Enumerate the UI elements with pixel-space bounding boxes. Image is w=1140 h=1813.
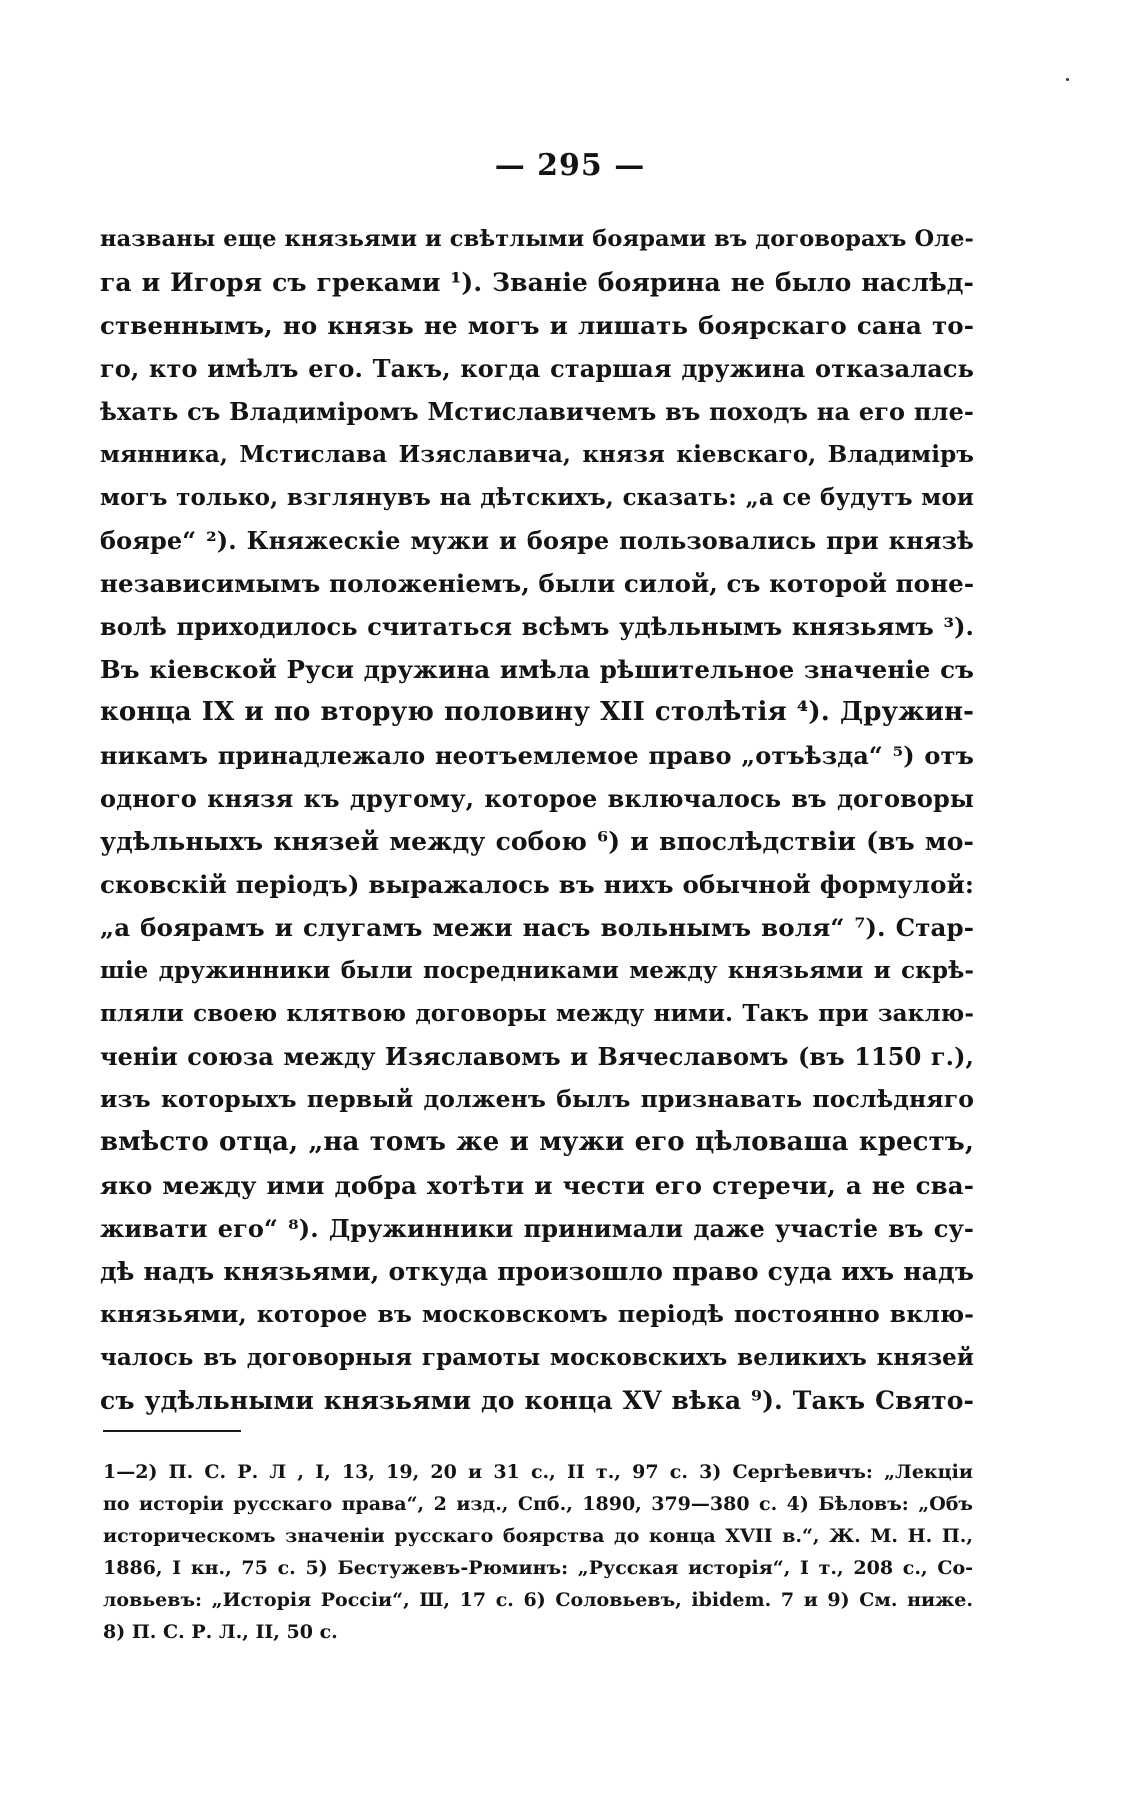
body-line: шіе дружинники были посредниками между князьями и скрѣ- [100,957,974,984]
body-line: независимымъ положеніемъ, были силой, съ которой поне- [100,569,975,598]
body-line: никамъ принадлежало неотъемлемое право „отъѣзда“ ⁵) отъ [100,741,974,770]
body-line: одного князя къ другому, которое включалось въ договоры [100,784,974,813]
body-line: могъ только, взглянувъ на дѣтскихъ, сказать: „а се будутъ мои [100,484,974,511]
body-line: удѣльныхъ князей между собою ⁶) и впослѣдствіи (въ мо- [100,827,974,856]
body-text [100,218,974,1422]
body-line: волѣ приходилось считаться всѣмъ удѣльнымъ князьямъ ³). [100,612,974,641]
body-line: живати его“ ⁸). Дружинники принимали даже участіе въ су- [100,1214,974,1243]
page-number: — 295 — [494,148,646,183]
body-line: га и Игоря съ греками ¹). Званіе боярина не было наслѣд- [100,268,974,297]
printing-speck [1066,78,1069,81]
footnote-line: историческомъ значеніи русскаго боярства до конца XVII в.“, Ж. М. Н. П., [103,1525,973,1547]
body-line: ченіи союза между Изяславомъ и Вячеславомъ (въ 1150 г.), [100,1042,974,1071]
body-line: съ удѣльными князьями до конца XV вѣка ⁹). Такъ Свято- [100,1386,974,1415]
body-line: мянника, Мстислава Изяславича, князя кіевскаго, Владиміръ [100,441,974,468]
body-line: князьями, которое въ московскомъ періодѣ постоянно вклю- [100,1300,974,1328]
body-line: Въ кіевской Руси дружина имѣла рѣшительное значеніе съ [100,655,974,684]
body-line: конца IX и по вторую половину XII столѣтія ⁴). Дружин- [100,697,974,727]
footnote-divider [103,1430,241,1432]
body-line: бояре“ ²). Княжескіе мужи и бояре пользовались при князѣ [100,526,974,555]
body-line: дѣ надъ князьями, откуда произошло право суда ихъ надъ [100,1257,974,1286]
footnote-line: по исторіи русскаго права“, 2 изд., Спб., 1890, 379—380 с. 4) Бѣловъ: „Объ [103,1493,973,1515]
body-line: вмѣсто отца, „на томъ же и мужи его цѣловаша крестъ, [100,1127,974,1157]
footnote-line: 1—2) П. С. Р. Л , I, 13, 19, 20 и 31 с., II т., 97 с. 3) Сергѣевичъ: „Лекціи [103,1461,973,1483]
body-line: ственнымъ, но князь не могъ и лишать боярскаго сана то- [100,311,974,340]
body-line: изъ которыхъ первый долженъ былъ признавать послѣдняго [100,1085,974,1113]
body-line: „а боярамъ и слугамъ межи насъ вольнымъ воля“ ⁷). Стар- [100,913,974,942]
body-line: го, кто имѣлъ его. Такъ, когда старшая дружина отказалась [100,354,974,383]
body-line: яко между ими добра хотѣти и чести его стеречи, а не сва- [100,1171,974,1200]
body-line: пляли своею клятвою договоры между ними. Такъ при заклю- [100,1000,974,1027]
footnote-line: ловьевъ: „Исторія Россіи“, Ш, 17 с. 6) Соловьевъ, ibidem. 7 и 9) См. ниже. [103,1589,973,1611]
body-line: ѣхать съ Владиміромъ Мстиславичемъ въ походъ на его пле- [100,397,974,426]
body-line: чалось въ договорныя грамоты московскихъ великихъ князей [100,1344,974,1371]
body-line: названы еще князьями и свѣтлыми боярами въ договорахъ Оле- [100,226,974,252]
footnote-line: 1886, I кн., 75 с. 5) Бестужевъ-Рюминъ: „Русская исторія“, I т., 208 с., Со- [103,1557,973,1579]
footnote-line: 8) П. С. Р. Л., II, 50 с. [103,1621,338,1643]
body-line: сковскій періодъ) выражалось въ нихъ обычной формулой: [100,870,974,899]
footnotes [103,1456,973,1648]
